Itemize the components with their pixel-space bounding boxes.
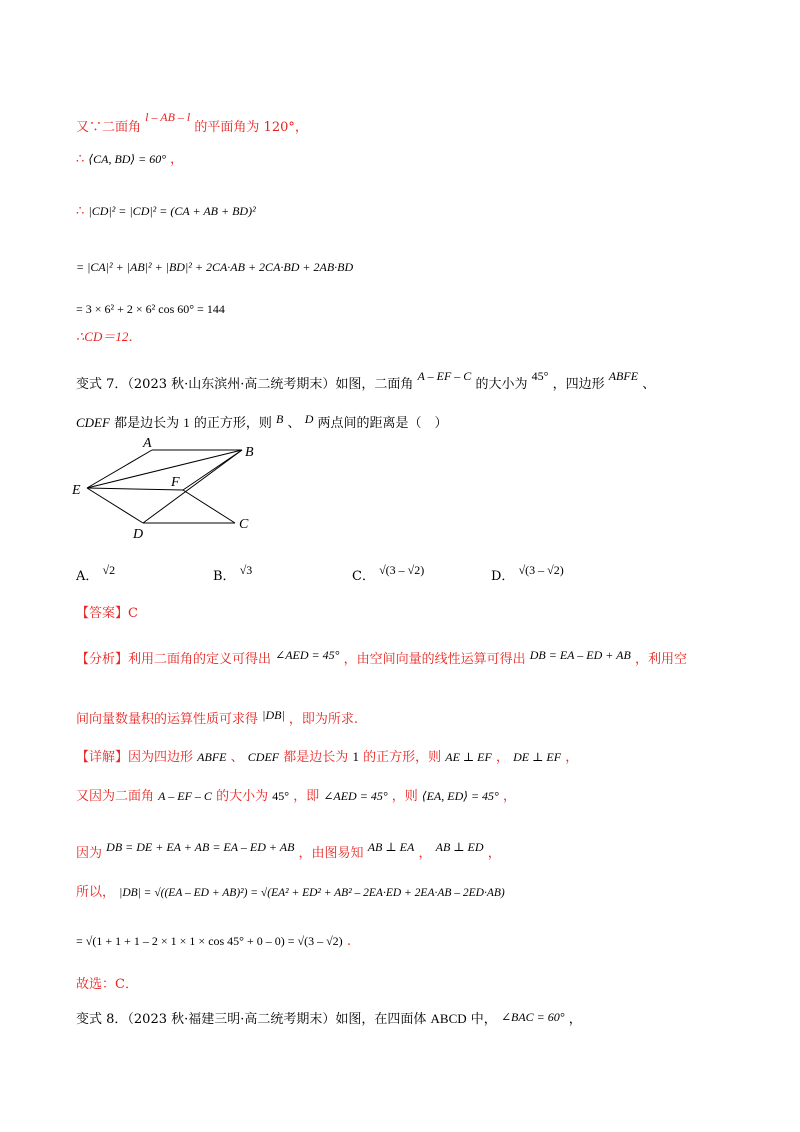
text: ，由空间向量的线性运算可得出 bbox=[343, 652, 526, 667]
text: 因为四边形 bbox=[128, 750, 194, 765]
solution-line-3 bbox=[76, 202, 256, 221]
formula: DB = DE + EA + AB = EA – ED + AB bbox=[106, 840, 295, 854]
label-c: C bbox=[239, 517, 249, 532]
formula: CDEF bbox=[76, 415, 110, 430]
text: 变式 8．（2023 秋·福建三明·高二统考期末）如图，在四面体 bbox=[76, 1012, 427, 1027]
variant7-line-2 bbox=[76, 410, 448, 433]
analysis-tag: 【分析】 bbox=[76, 652, 129, 667]
text: 都是边长为 bbox=[283, 750, 349, 765]
text: 故选：C． bbox=[76, 977, 138, 992]
text: 所以， bbox=[76, 885, 116, 900]
conclusion-line bbox=[76, 976, 138, 994]
text: ， bbox=[502, 789, 516, 804]
formula: DB = EA – ED + AB bbox=[529, 648, 631, 662]
formula: = 3 × 6² + 2 × 6² cos 60° = 144 bbox=[76, 302, 225, 316]
formula: 45° bbox=[272, 789, 290, 803]
text: 变式 7．（2023 秋·山东滨州·高二统考期末）如图，二面角 bbox=[76, 377, 414, 392]
formula: ABFE bbox=[197, 750, 227, 764]
formula: |DB| bbox=[262, 708, 285, 722]
option-value: √3 bbox=[239, 563, 253, 577]
formula: |CD|² = |CD|² = (CA + AB + BD)² bbox=[88, 204, 256, 218]
analysis-line-1 bbox=[76, 646, 687, 669]
edge-ed bbox=[87, 488, 143, 523]
formula: 1 bbox=[352, 749, 359, 764]
text: 的正方形，则 bbox=[363, 750, 442, 765]
formula: ABCD bbox=[430, 1011, 467, 1026]
formula: A – EF – C bbox=[158, 789, 212, 803]
label-e: E bbox=[72, 483, 81, 498]
text: 间向量数量积的运算性质可求得 bbox=[76, 712, 259, 727]
solution-line-5 bbox=[76, 300, 225, 319]
label-a: A bbox=[143, 436, 152, 451]
text: 的大小为 bbox=[475, 377, 528, 392]
variant8-line bbox=[76, 1008, 582, 1029]
text: ∴ bbox=[76, 152, 85, 167]
text: . bbox=[346, 934, 351, 949]
formula: D bbox=[304, 412, 314, 426]
text: ， bbox=[418, 846, 432, 861]
formula: A – EF – C bbox=[417, 369, 472, 383]
formula: = √(1 + 1 + 1 – 2 × 1 × 1 × cos 45° + 0 – 0) = √(3 – √2) bbox=[76, 934, 343, 948]
solution-line-1 bbox=[76, 108, 308, 137]
option-d bbox=[491, 563, 564, 584]
answer-line bbox=[76, 605, 138, 623]
label-b: B bbox=[245, 445, 254, 460]
text: ， bbox=[565, 750, 579, 765]
text: 、 bbox=[287, 416, 301, 431]
solution-line-4 bbox=[76, 258, 353, 277]
option-letter: C． bbox=[352, 569, 375, 584]
text: ，由图易知 bbox=[298, 846, 364, 861]
formula: l – AB – l bbox=[145, 110, 191, 124]
option-letter: B． bbox=[213, 569, 236, 584]
text: ，即 bbox=[293, 789, 320, 804]
formula: ⟨CA, BD⟩ = 60° bbox=[88, 152, 167, 166]
formula: DE ⊥ EF bbox=[513, 750, 562, 764]
label-f: F bbox=[171, 475, 180, 490]
text: ， bbox=[495, 750, 509, 765]
text: 的平面角为 120°， bbox=[194, 120, 308, 135]
text: 又∵二面角 bbox=[76, 120, 142, 135]
option-letter: A． bbox=[76, 569, 99, 584]
formula: 45° bbox=[531, 369, 549, 383]
text: 、 bbox=[642, 377, 656, 392]
detail-line-5 bbox=[76, 932, 351, 951]
solution-conclusion bbox=[76, 328, 141, 347]
option-b bbox=[213, 563, 252, 584]
edge-eb bbox=[87, 450, 242, 488]
detail-line-2 bbox=[76, 787, 516, 806]
detail-line-3 bbox=[76, 838, 501, 863]
text: 因为 bbox=[76, 846, 103, 861]
analysis-line-2 bbox=[76, 706, 358, 729]
label-d: D bbox=[133, 527, 144, 542]
text: 两点间的距离是（ ） bbox=[317, 416, 448, 431]
text: 的正方形，则 bbox=[193, 416, 272, 431]
text: ∴CD＝12． bbox=[76, 329, 142, 344]
text: ，四边形 bbox=[552, 377, 605, 392]
detail-line-4 bbox=[76, 884, 505, 902]
option-c bbox=[352, 563, 424, 584]
text: 、 bbox=[230, 750, 244, 765]
formula: CDEF bbox=[247, 750, 280, 764]
formula: = |CA|² + |AB|² + |BD|² + 2CA·AB + 2CA·BD + 2AB·BD bbox=[76, 260, 354, 274]
formula: ⟨EA, ED⟩ = 45° bbox=[421, 789, 499, 803]
option-a bbox=[76, 563, 115, 584]
text: ， bbox=[487, 846, 501, 861]
formula: AB ⊥ ED bbox=[435, 840, 484, 854]
formula: AB ⊥ EA bbox=[367, 840, 415, 854]
variant7-line-1 bbox=[76, 367, 655, 394]
text: 都是边长为 bbox=[114, 416, 180, 431]
answer-value: C bbox=[128, 606, 138, 621]
formula: ∠AED = 45° bbox=[275, 648, 340, 662]
text: 利用二面角的定义可得出 bbox=[128, 652, 272, 667]
text: ∴ bbox=[76, 204, 85, 219]
option-value: √(3 – √2) bbox=[518, 563, 564, 577]
edge-db bbox=[143, 450, 242, 523]
text: ，则 bbox=[391, 789, 418, 804]
formula: |DB| = √((EA – ED + AB)²) = √(EA² + ED² + AB² – 2EA·ED + 2EA·AB – 2ED·AB) bbox=[119, 887, 505, 899]
text: ， bbox=[170, 152, 184, 167]
text: ，利用空 bbox=[634, 652, 687, 667]
answer-tag: 【答案】 bbox=[76, 606, 129, 621]
formula: ABFE bbox=[608, 369, 639, 383]
option-value: √2 bbox=[102, 563, 116, 577]
formula: ∠BAC = 60° bbox=[500, 1010, 565, 1024]
formula: B bbox=[276, 412, 284, 426]
text: 中， bbox=[470, 1012, 497, 1027]
text: 的大小为 bbox=[216, 789, 269, 804]
formula: ∠AED = 45° bbox=[323, 789, 388, 803]
detail-tag: 【详解】 bbox=[76, 750, 129, 765]
dihedral-angle-figure bbox=[70, 432, 270, 544]
formula: 1 bbox=[183, 415, 190, 430]
text: ，即为所求. bbox=[288, 712, 359, 727]
edge-ef bbox=[87, 488, 183, 490]
edge-ea bbox=[87, 450, 152, 488]
text: 又因为二面角 bbox=[76, 789, 155, 804]
solution-line-2 bbox=[76, 150, 183, 169]
formula: AE ⊥ EF bbox=[445, 750, 492, 764]
detail-line-1 bbox=[76, 748, 578, 767]
option-value: √(3 – √2) bbox=[379, 563, 425, 577]
option-letter: D． bbox=[491, 569, 515, 584]
edge-fc bbox=[183, 490, 235, 523]
text: ， bbox=[568, 1012, 582, 1027]
